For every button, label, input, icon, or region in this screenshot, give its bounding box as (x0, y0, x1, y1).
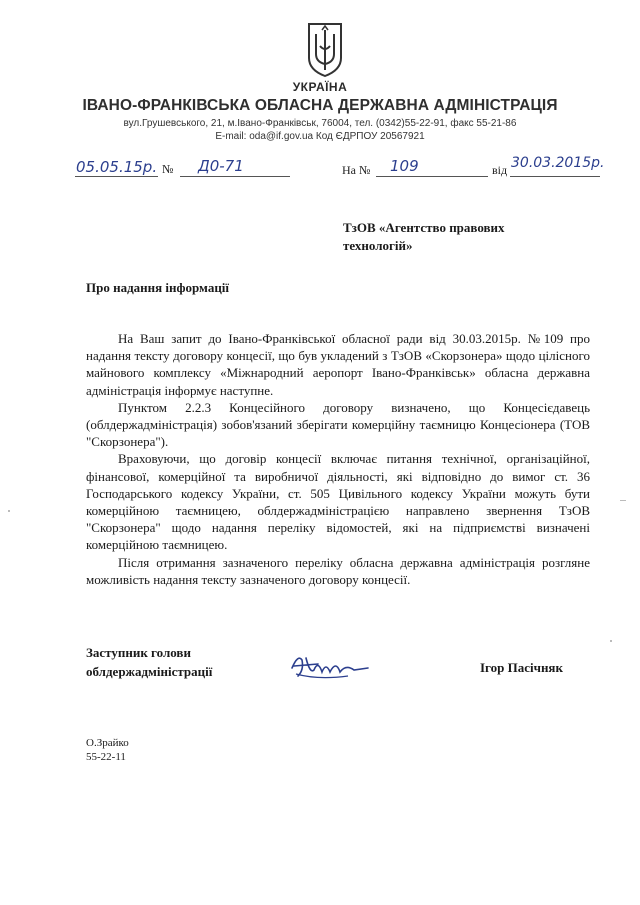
organization-name: ІВАНО-ФРАНКІВСЬКА ОБЛАСНА ДЕРЖАВНА АДМІНІСТРАЦІЯ (82, 97, 558, 114)
reply-number: 109 (390, 157, 419, 175)
reply-number-line (376, 176, 488, 177)
body-paragraph: Пунктом 2.2.3 Концесійного договору визначено, що Концесієдавець (облдержадміністрація) зобов'язаний зберігати комерційну таємницю Концесіонера (ТОВ "Скорзонера"). (86, 399, 590, 450)
country-name: УКРАЇНА (292, 80, 348, 94)
outgoing-date: 05.05.15р. (76, 158, 158, 176)
signer-name: Ігор Пасічняк (480, 660, 563, 675)
scan-speck (8, 510, 10, 512)
letter-subject: Про надання інформації (86, 280, 230, 295)
executor-name: О.Зрайко (86, 737, 129, 749)
reply-date-line (510, 176, 600, 177)
reply-number-label: На № (342, 163, 371, 177)
recipient-line: ТзОВ «Агентство правових (343, 220, 505, 235)
reply-date: 30.03.2015р. (511, 155, 605, 171)
executor-phone: 55-22-11 (86, 751, 126, 763)
body-paragraph: Після отримання зазначеного переліку обласна державна адміністрація розгляне можливість надання тексту зазначеного договору концесії. (86, 554, 590, 587)
date-line (75, 176, 158, 177)
recipient-block (343, 219, 603, 255)
reply-date-label: від (492, 163, 508, 177)
handwritten-signature (288, 650, 370, 682)
signer-title-line: Заступник голови (86, 645, 191, 660)
organization-contacts: E-mail: oda@if.gov.ua Код ЄДРПОУ 20567921 (215, 131, 425, 142)
letter-body (86, 330, 590, 588)
scan-speck (610, 640, 612, 642)
trident-coat-of-arms-icon (305, 20, 345, 78)
organization-address: вул.Грушевського, 21, м.Івано-Франківськ, 76004, тел. (0342)55-22-91, факс 55-21-86 (123, 118, 517, 129)
number-line (180, 176, 290, 177)
number-label: № (162, 162, 174, 176)
outgoing-number: Д0-71 (198, 157, 244, 175)
body-paragraph: На Ваш запит до Івано-Франківської обласної ради від 30.03.2015р. №109 про надання тексту договору концесії, що був укладений з ТзОВ «Скорзонера» щодо цілісного майнового комплексу «Міжнародний аеропорт Івано-Франківськ» обласна державна адміністрація інформує наступне. (86, 331, 590, 398)
signer-title (86, 643, 212, 681)
scan-speck (620, 500, 626, 501)
signer-title-line: облдержадміністрації (86, 664, 213, 679)
body-paragraph: Враховуючи, що договір концесії включає питання технічної, організаційної, фінансової, комерційної та виробничої діяльності, які відповідно до вимог ст. 36 Господарського кодексу України, ст. 505 Цивільного кодексу України можуть бути комерційною таємницею, облдержадміністрацією направлено звернення ТзОВ "Скорзонера" щодо надання переліку відомостей, які на підприємстві визначені комерційною таємницею. (86, 451, 590, 553)
recipient-line: технологій» (343, 238, 413, 253)
